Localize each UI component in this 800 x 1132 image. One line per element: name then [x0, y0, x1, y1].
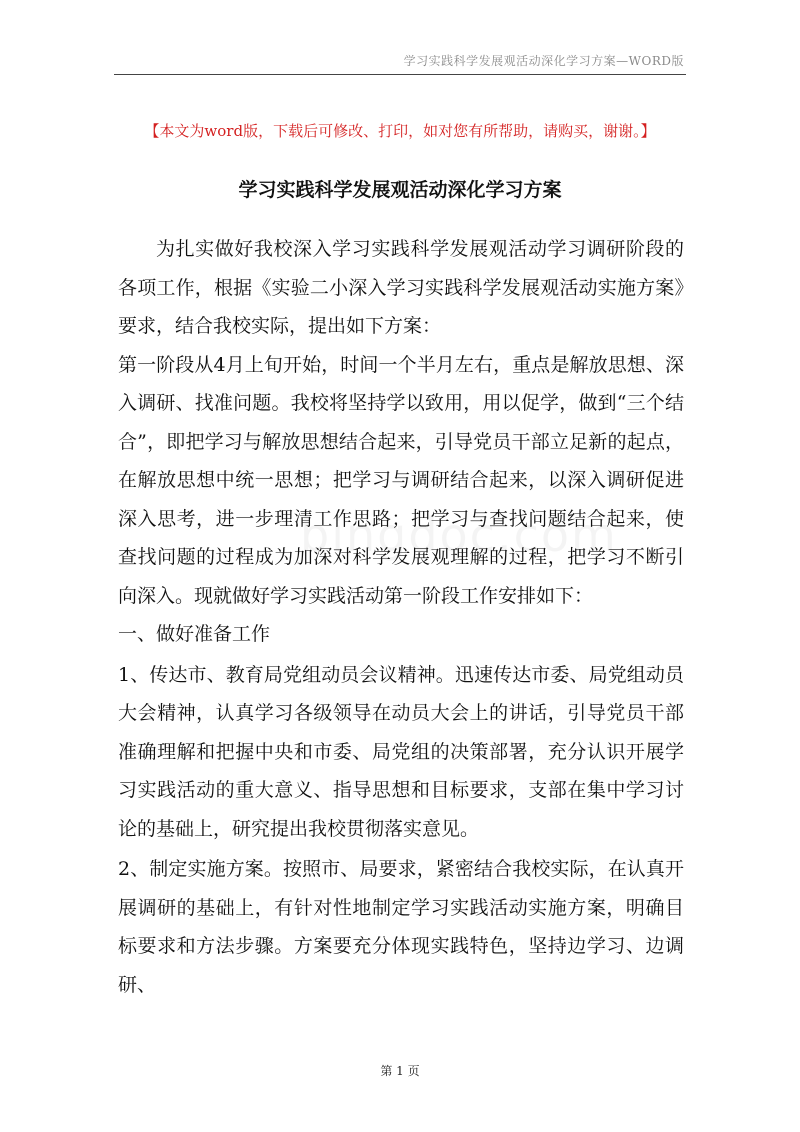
running-header: 学习实践科学发展观活动深化学习方案—WORD版: [403, 54, 684, 68]
header-divider: [114, 74, 686, 75]
paragraph-item-2: 2、制定实施方案。按照市、局要求，紧密结合我校实际，在认真开展调研的基础上，有针对性地制定学习实践活动实施方案，明确目标要求和方法步骤。方案要充分体现实践特色，坚持边学习、边调研、: [118, 858, 684, 996]
document-body: [118, 230, 684, 1004]
section-heading: 一、做好准备工作: [118, 623, 271, 645]
download-notice: 【本文为word版，下载后可修改、打印，如对您有所帮助，请购买，谢谢。】: [144, 122, 656, 140]
page-number: 第 1 页: [380, 1064, 420, 1078]
document-title: 学习实践科学发展观活动深化学习方案: [238, 179, 562, 201]
paragraph-stage-one: 第一阶段从4月上旬开始，时间一个半月左右，重点是解放思想、深入调研、找准问题。我校将坚持学以致用，用以促学，做到“三个结合”，即把学习与解放思想结合起来，引导党员干部立足新的起点，在解放思想中统一思想；把学习与调研结合起来，以深入调研促进深入思考，进一步理清工作思路；把学习与查找问题结合起来，使查找问题的过程成为加深对科学发展观理解的过程，把学习不断引向深入。现就做好学习实践活动第一阶段工作安排如下：: [118, 353, 684, 607]
paragraph-intro: 为扎实做好我校深入学习实践科学发展观活动学习调研阶段的各项工作，根据《实验二小深入学习实践科学发展观活动实施方案》要求，结合我校实际，提出如下方案：: [118, 238, 684, 337]
paragraph-item-1: 1、传达市、教育局党组动员会议精神。迅速传达市委、局党组动员大会精神，认真学习各级领导在动员大会上的讲话，引导党员干部准确理解和把握中央和市委、局党组的决策部署，充分认识开展学习实践活动的重大意义、指导思想和目标要求，支部在集中学习讨论的基础上，研究提出我校贯彻落实意见。: [118, 663, 684, 840]
